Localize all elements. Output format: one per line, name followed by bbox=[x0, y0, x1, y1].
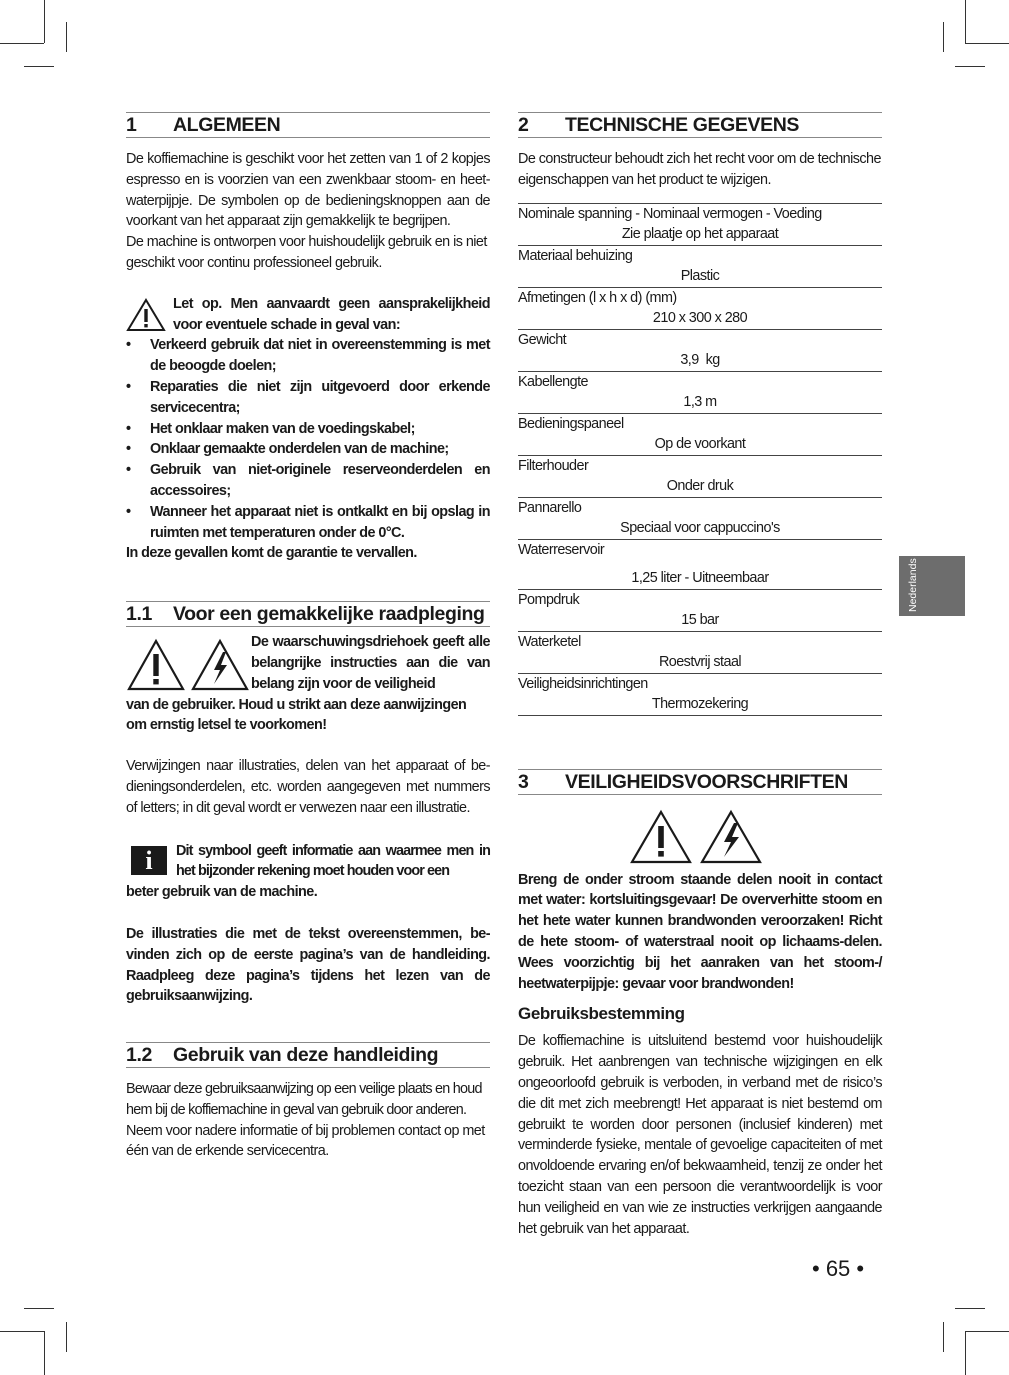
liability-warning bbox=[126, 294, 490, 564]
spec-label: Pannarello bbox=[518, 499, 582, 516]
right-column bbox=[518, 112, 882, 1239]
crop-mark bbox=[955, 1308, 985, 1309]
section-1-intro-2: De machine is ontworpen voor huishoudelijk gebruik en is niet geschikt voor continu professioneel gebruik. bbox=[126, 234, 487, 271]
triangle-explanation bbox=[126, 632, 490, 736]
info-explanation bbox=[126, 841, 490, 903]
section-2-heading bbox=[518, 112, 882, 138]
section-1-intro: De koffiemachine is geschikt voor het zetten van 1 of 2 kopjes espresso en is voorzien van een zwenkbaar stoom- en heet-waterpijpje. De symbolen op de bedieningsknoppen aan de voorkant van het apparaat zijn gemakkelijk te begrijpen. bbox=[126, 151, 490, 230]
section-1-1-heading bbox=[126, 601, 490, 627]
section-number: 1.2 bbox=[126, 1044, 152, 1067]
spec-value: Thermozekering bbox=[651, 696, 749, 713]
language-tab bbox=[899, 556, 965, 616]
list-item: • Reparaties die niet zijn uitgevoerd door erkende servicecentra; bbox=[126, 377, 490, 419]
crop-mark bbox=[44, 0, 45, 43]
list-item: • Verkeerd gebruik dat niet in overeenstemming is met de beoogde doelen; bbox=[126, 335, 490, 377]
spec-value: 3,9 kg bbox=[680, 352, 720, 369]
spec-row bbox=[518, 497, 882, 539]
spec-row bbox=[518, 673, 882, 715]
spec-label: Afmetingen (l x h x d) (mm) bbox=[518, 289, 677, 306]
language-tab-label: Nederlands bbox=[907, 558, 919, 612]
spec-table bbox=[518, 203, 882, 716]
info-text-2: beter gebruik van de machine. bbox=[126, 884, 318, 901]
section-title: ALGEMEEN bbox=[173, 114, 281, 136]
section-2-intro: De constructeur behoudt zich het recht voor om de technische eigenschappen van het product te wijzigen. bbox=[518, 151, 881, 188]
crop-mark bbox=[24, 66, 54, 67]
crop-mark bbox=[965, 1331, 966, 1375]
section-title: Gebruik van deze handleiding bbox=[173, 1044, 439, 1067]
exclamation-triangle-icon bbox=[126, 638, 186, 692]
crop-mark bbox=[965, 0, 966, 43]
section-title: Voor een gemakkelijke raadpleging bbox=[173, 603, 485, 626]
spec-value: 1,3 m bbox=[683, 394, 717, 411]
list-item: • Wanneer het apparaat niet is ontkalkt en bij opslag in ruimten met temperaturen onder de 0°C. bbox=[126, 502, 490, 544]
manual-usage-text: Bewaar deze gebruiksaanwijzing op een veilige plaats en houd hem bij de koffiemachine in geval van gebruik door anderen. bbox=[126, 1081, 482, 1118]
spec-label: Waterreservoir bbox=[518, 541, 605, 558]
crop-mark bbox=[955, 66, 985, 67]
list-item: • Gebruik van niet-originele reserveonderdelen en accessoires; bbox=[126, 460, 490, 502]
spec-row bbox=[518, 413, 882, 455]
spec-label: Nominale spanning - Nominaal vermogen - Voeding bbox=[518, 205, 822, 222]
spec-label: Materiaal behuizing bbox=[518, 247, 633, 264]
safety-icons bbox=[510, 809, 882, 865]
info-text: Dit symbool geeft informatie aan waarmee men in het bijzonder rekening moet houden voor een bbox=[176, 842, 490, 880]
crop-mark bbox=[943, 22, 944, 52]
crop-mark bbox=[965, 1331, 1009, 1332]
spec-row bbox=[518, 287, 882, 329]
spec-label: Waterketel bbox=[518, 633, 581, 650]
illustrations-text: De illustraties die met de tekst overeenstemmen, be-vinden zich op de eerste pagina’s van de handleiding. Raadpleeg deze pagina’s tijdens het lezen van de gebruiksaanwijzing. bbox=[126, 925, 490, 1005]
list-item: • Onklaar gemaakte onderdelen van de machine; bbox=[126, 439, 490, 460]
spec-row bbox=[518, 203, 882, 245]
references-text: Verwijzingen naar illustraties, delen van het apparaat of be-dieningsonderdelen, etc. worden aangegeven met nummers of letters; in dit geval wordt er verwezen naar een illustratie. bbox=[126, 758, 490, 816]
warning-end: In deze gevallen komt de garantie te vervallen. bbox=[126, 545, 417, 562]
section-number: 1.1 bbox=[126, 603, 152, 626]
spec-row bbox=[518, 371, 882, 413]
section-title: VEILIGHEIDSVOORSCHRIFTEN bbox=[565, 770, 848, 793]
spec-label: Kabellengte bbox=[518, 373, 588, 390]
crop-mark bbox=[66, 22, 67, 52]
section-1-heading bbox=[126, 112, 490, 138]
section-title: TECHNISCHE GEGEVENS bbox=[565, 114, 800, 136]
section-number: 1 bbox=[126, 114, 137, 136]
safety-warning: Breng de onder stroom staande delen nooit in contact met water: kortsluitingsgevaar! De oververhitte stoom en het hete water kunnen brandwonden veroorzaken! Richt de hete stoom- of waterstraal nooit op lichaams-delen. Wees voorzichtig bij het aanraken van het stoom-/ heetwaterpijpje: gevaar voor brandwonden! bbox=[518, 871, 882, 992]
spec-value: Plastic bbox=[680, 268, 720, 285]
section-number: 3 bbox=[518, 770, 529, 793]
spec-label: Veiligheidsinrichtingen bbox=[518, 675, 648, 692]
crop-mark bbox=[0, 1331, 44, 1332]
warning-list bbox=[126, 335, 490, 543]
spec-value: Speciaal voor cappuccino's bbox=[620, 520, 780, 537]
crop-mark bbox=[44, 1331, 45, 1375]
spec-label: Gewicht bbox=[518, 331, 567, 348]
spec-value: 210 x 300 x 280 bbox=[652, 310, 748, 327]
left-column bbox=[126, 112, 490, 1162]
spec-label: Filterhouder bbox=[518, 457, 589, 474]
usage-subheading: Gebruiksbestemming bbox=[518, 1004, 685, 1024]
triangle-text: De waarschuwingsdriehoek geeft alle belangrijke instructies aan die van belang zijn voor de veiligheid bbox=[251, 634, 490, 692]
section-number: 2 bbox=[518, 114, 529, 136]
spec-row bbox=[518, 329, 882, 371]
list-item: • Het onklaar maken van de voedingskabel; bbox=[126, 419, 490, 440]
spec-value: Onder druk bbox=[666, 478, 734, 495]
crop-mark bbox=[943, 1322, 944, 1352]
spec-label: Pompdruk bbox=[518, 591, 580, 608]
info-icon: i bbox=[131, 846, 167, 875]
spec-value: 1,25 liter - Uitneembaar bbox=[631, 570, 769, 587]
crop-mark bbox=[24, 1308, 54, 1309]
spec-value: 15 bar bbox=[681, 612, 719, 629]
spec-row bbox=[518, 245, 882, 287]
spec-label: Bedieningspaneel bbox=[518, 415, 624, 432]
electric-shock-icon bbox=[190, 638, 250, 692]
spec-value: Op de voorkant bbox=[654, 436, 746, 453]
electric-shock-icon bbox=[699, 809, 763, 865]
exclamation-triangle-icon bbox=[629, 809, 693, 865]
manual-usage-text-2: Neem voor nadere informatie of bij problemen contact op met één van de erkende servicecentra. bbox=[126, 1122, 485, 1160]
crop-mark bbox=[66, 1322, 67, 1352]
spec-row bbox=[518, 539, 882, 589]
spec-row bbox=[518, 455, 882, 497]
crop-mark bbox=[0, 43, 44, 44]
spec-value: Zie plaatje op het apparaat bbox=[621, 226, 779, 243]
warning-triangle-icon bbox=[126, 298, 166, 332]
usage-text: De koffiemachine is uitsluitend bestemd voor huishoudelijk gebruik. Het aanbrengen van technische wijzigingen en elk ongeoorloofd gebruik is verboden, in verband met de risico’s die dit met zich meebrengt! Het apparaat is niet bestemd om gebruikt te worden door personen (inclusief kinderen) met verminderde fysieke, mentale of gevoelige capaciteiten of met onvoldoende ervaring en/of bekwaamheid, tenzij ze onder het toezicht staan van een persoon die verantwoordelijk is voor hun veiligheid en van wie ze instructies verkrijgen aangaande het gebruik van het apparaat. bbox=[518, 1033, 882, 1237]
page-number: • 65 • bbox=[812, 1256, 865, 1281]
spec-value: Roestvrij staal bbox=[658, 654, 742, 671]
warning-triangles-icon bbox=[126, 638, 250, 692]
spec-row bbox=[518, 631, 882, 673]
spec-row bbox=[518, 589, 882, 631]
crop-mark bbox=[965, 43, 1009, 44]
section-3-heading bbox=[518, 769, 882, 795]
warning-lead: Let op. Men aanvaardt geen aansprakelijkheid voor eventuele schade in geval van: bbox=[173, 295, 490, 333]
triangle-text-2: van de gebruiker. Houd u strikt aan deze aanwijzingen om ernstig letsel te voorkomen! bbox=[126, 696, 467, 734]
section-1-2-heading bbox=[126, 1042, 490, 1068]
